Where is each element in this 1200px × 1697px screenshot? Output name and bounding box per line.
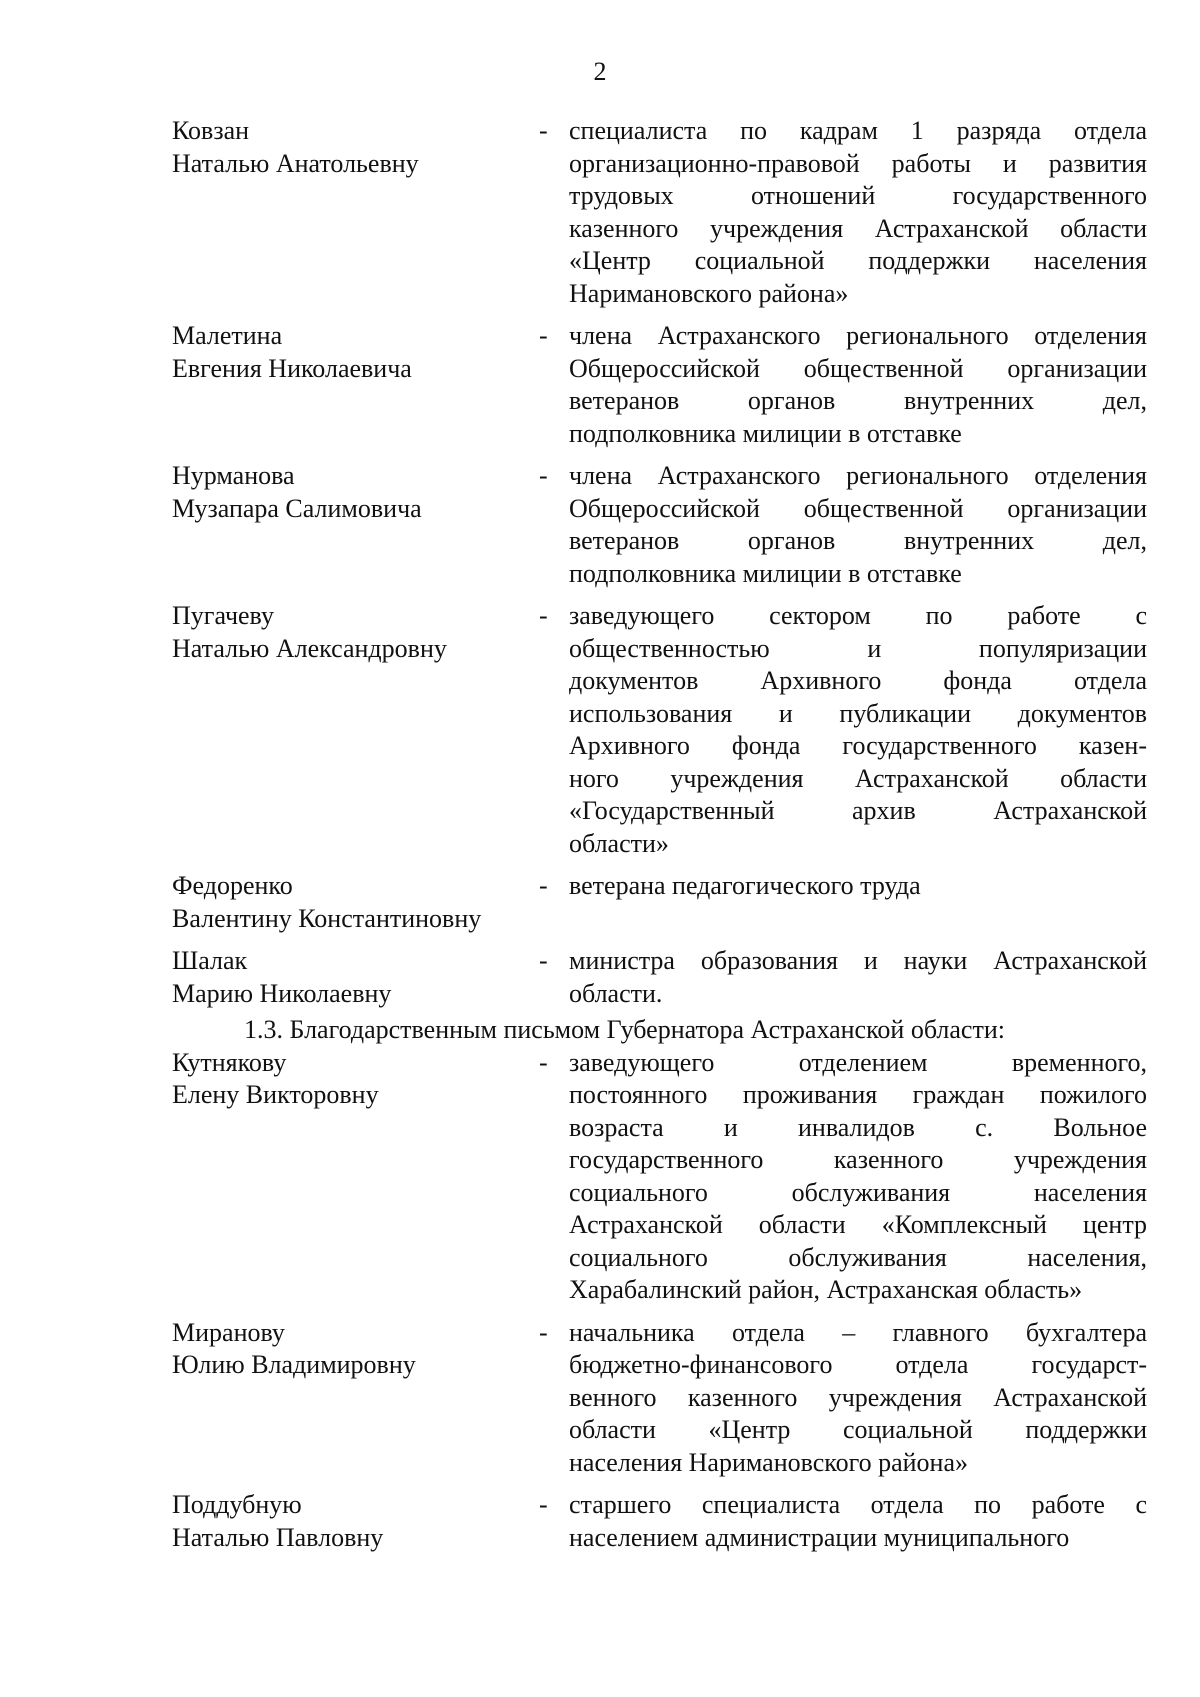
description-line: области» (569, 828, 669, 858)
person-name (172, 320, 539, 385)
person-surname: Миранову (172, 1317, 285, 1347)
dash-separator: - (539, 321, 548, 350)
person-surname: Ковзан (172, 116, 250, 145)
description-line: подполковника милиции в отставке (569, 418, 962, 448)
award-list-section-1-2 (172, 115, 1146, 1010)
description-line: венного казенного учреждения Астраханской (569, 1382, 1147, 1412)
description-line: ного учреждения Астраханской области (569, 763, 1147, 793)
person-position-description (569, 1047, 1147, 1307)
description-line: организационно-правовой работы и развития (569, 148, 1147, 178)
person-surname: Пугачеву (172, 601, 274, 630)
description-line: области. (569, 978, 663, 1008)
person-given-names: Наталью Александровну (172, 633, 447, 663)
description-line: Общероссийской общественной организации (569, 493, 1147, 523)
dash-separator: - (539, 1047, 548, 1077)
person-surname: Шалак (172, 946, 248, 975)
person-entry (172, 1489, 1146, 1554)
person-name (172, 870, 539, 935)
person-given-names: Юлию Владимировну (172, 1350, 416, 1379)
person-entry (172, 870, 1146, 935)
person-given-names: Евгения Николаевича (172, 353, 412, 383)
person-entry (172, 600, 1146, 860)
description-line: Харабалинский район, Астраханская область» (569, 1275, 1083, 1304)
description-line: министра образования и науки Астраханской (569, 946, 1147, 975)
description-line: «Центр социальной поддержки населения (569, 246, 1147, 275)
person-given-names: Наталью Павловну (172, 1522, 384, 1552)
description-line: ветеранов органов внутренних дел, (569, 386, 1147, 415)
person-given-names: Наталью Анатольевну (172, 148, 419, 178)
description-line: «Государственный архив Астраханской (569, 796, 1147, 825)
description-line: специалиста по кадрам 1 разряда отдела (569, 116, 1147, 145)
description-line: постоянного проживания граждан пожилого (569, 1080, 1147, 1109)
description-line: трудовых отношений государственного (569, 181, 1147, 210)
person-name (172, 600, 539, 665)
person-position-description (569, 870, 1147, 903)
person-surname: Нурманова (172, 461, 295, 490)
description-line: государственного казенного учреждения (569, 1145, 1147, 1174)
dash-separator: - (539, 461, 548, 490)
dash-separator: - (539, 871, 548, 900)
person-surname: Поддубную (172, 1490, 302, 1519)
dash-separator: - (539, 946, 548, 975)
person-surname: Малетина (172, 321, 283, 350)
description-line: населения Наримановского района» (569, 1447, 969, 1477)
description-line: социального обслуживания населения (569, 1177, 1147, 1207)
person-name (172, 1489, 539, 1554)
description-line: члена Астраханского регионального отделения (569, 321, 1147, 350)
page-number: 2 (593, 57, 607, 86)
description-line: Архивного фонда государственного казен- (569, 731, 1147, 760)
person-name (172, 1317, 539, 1382)
description-line: Астраханской области «Комплексный центр (569, 1210, 1147, 1239)
person-position-description (569, 1317, 1147, 1480)
dash-separator: - (539, 601, 548, 630)
dash-separator: - (539, 116, 548, 145)
description-line: заведующего сектором по работе с (569, 601, 1147, 630)
description-line: ветерана педагогического труда (569, 871, 921, 900)
person-position-description (569, 600, 1147, 860)
description-line: документов Архивного фонда отдела (569, 666, 1147, 695)
person-name (172, 945, 539, 1010)
description-line: старшего специалиста отдела по работе с (569, 1490, 1147, 1519)
person-surname: Кутнякову (172, 1047, 287, 1077)
person-position-description (569, 1489, 1147, 1554)
person-given-names: Марию Николаевну (172, 978, 392, 1008)
person-name (172, 1047, 539, 1112)
person-entry (172, 1047, 1146, 1307)
person-entry (172, 320, 1146, 450)
description-line: общественностью и популяризации (569, 633, 1147, 663)
description-line: начальника отдела – главного бухгалтера (569, 1317, 1147, 1347)
person-given-names: Музапара Салимовича (172, 493, 422, 523)
description-line: социального обслуживания населения, (569, 1242, 1147, 1272)
person-name (172, 115, 539, 180)
description-line: подполковника милиции в отставке (569, 558, 962, 588)
description-line: бюджетно-финансового отдела государст- (569, 1350, 1147, 1379)
person-surname: Федоренко (172, 871, 293, 900)
description-line: члена Астраханского регионального отделения (569, 461, 1147, 490)
person-given-names: Елену Викторовну (172, 1080, 379, 1109)
person-position-description (569, 460, 1147, 590)
dash-separator: - (539, 1317, 548, 1347)
person-given-names: Валентину Константиновну (172, 903, 482, 933)
description-line: Наримановского района» (569, 278, 849, 308)
person-entry (172, 1317, 1146, 1480)
award-list-section-1-3 (172, 1047, 1146, 1555)
person-position-description (569, 945, 1147, 1010)
description-line: возраста и инвалидов с. Вольное (569, 1112, 1147, 1142)
person-entry (172, 945, 1146, 1010)
description-line: использования и публикации документов (569, 698, 1147, 728)
person-entry (172, 115, 1146, 310)
description-line: казенного учреждения Астраханской области (569, 213, 1147, 243)
person-name (172, 460, 539, 525)
description-line: заведующего отделением временного, (569, 1047, 1147, 1077)
document-body (172, 115, 1146, 1554)
description-line: населением администрации муниципального (569, 1522, 1070, 1552)
person-position-description (569, 115, 1147, 310)
person-entry (172, 460, 1146, 590)
description-line: области «Центр социальной поддержки (569, 1415, 1147, 1444)
description-line: ветеранов органов внутренних дел, (569, 526, 1147, 555)
person-position-description (569, 320, 1147, 450)
description-line: Общероссийской общественной организации (569, 353, 1147, 383)
section-heading: 1.3. Благодарственным письмом Губернатора Астраханской области: (244, 1015, 1005, 1044)
dash-separator: - (539, 1490, 548, 1519)
